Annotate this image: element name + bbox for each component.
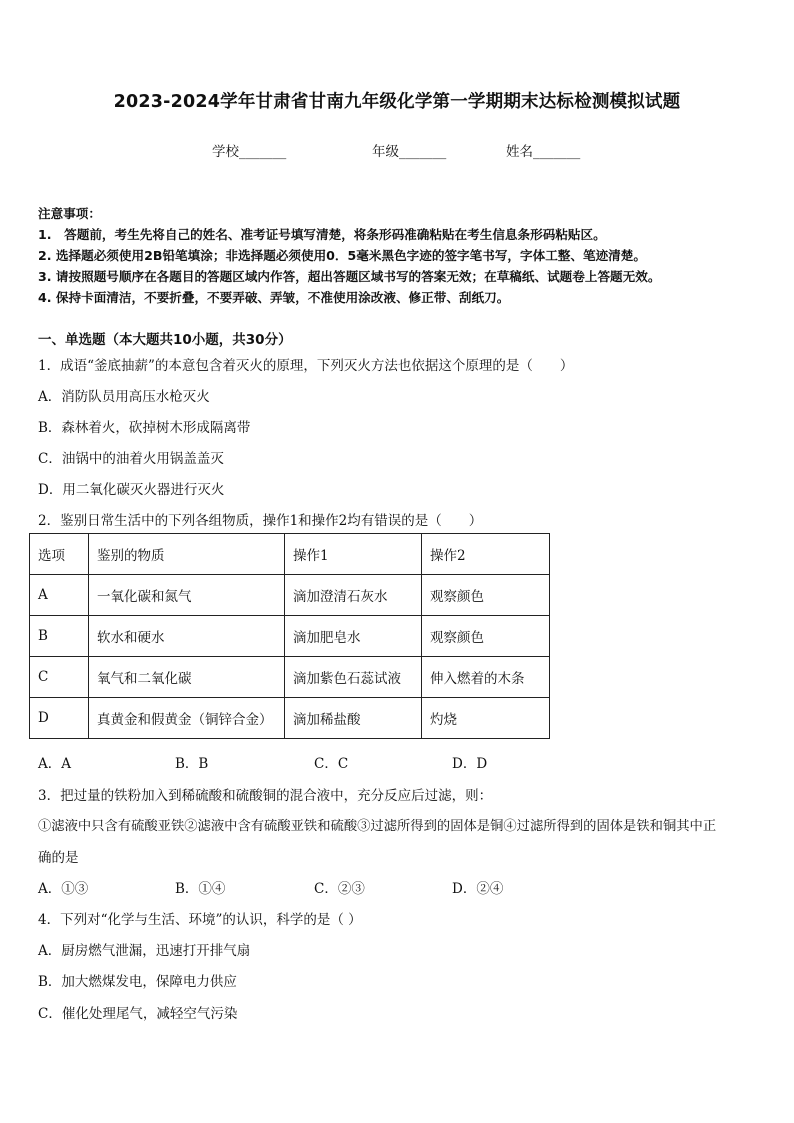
table-cell: 观察颜色 — [422, 616, 550, 657]
q2-option-a: A．A — [38, 756, 71, 772]
table-cell: 滴加澄清石灰水 — [285, 575, 422, 616]
q2-stem: 2．鉴别日常生活中的下列各组物质，操作1和操作2均有错误的是（ ） — [38, 513, 483, 529]
notice-item-2: 2. 选择题必须使用2B铅笔填涂；非选择题必须使用0．5毫米黑色字迹的签字笔书写，字体工整、笔迹清楚。 — [38, 248, 646, 263]
q2-option-b: B．B — [175, 756, 209, 772]
table-row — [30, 657, 550, 698]
q4-stem: 4．下列对“化学与生活、环境”的认识，科学的是（ ） — [38, 912, 362, 928]
school-field: 学校_______ — [212, 144, 287, 160]
table-header-cell: 选项 — [30, 534, 89, 575]
notice-item-1: 1. 答题前，考生先将自己的姓名、准考证号填写清楚，将条形码准确粘贴在考生信息条形码粘贴区。 — [38, 227, 606, 242]
q3-option-b: B．①④ — [175, 881, 226, 897]
table-cell: 伸入燃着的木条 — [422, 657, 550, 698]
q2-option-c: C．C — [314, 756, 349, 772]
q1-option-a: A．消防队员用高压水枪灭火 — [38, 389, 210, 405]
table-cell: A — [30, 575, 89, 616]
q3-option-a: A．①③ — [38, 881, 89, 897]
table-cell: 滴加紫色石蕊试液 — [285, 657, 422, 698]
q1-option-d: D．用二氧化碳灭火器进行灭火 — [38, 482, 225, 498]
table-row — [30, 575, 550, 616]
grade-field: 年级_______ — [372, 144, 447, 160]
table-header-cell: 操作1 — [285, 534, 422, 575]
q3-option-d: D．②④ — [452, 881, 504, 897]
notice-item-3: 3. 请按照题号顺序在各题目的答题区域内作答，超出答题区域书写的答案无效；在草稿纸、试题卷上答题无效。 — [38, 269, 661, 284]
q1-stem: 1．成语“釜底抽薪”的本意包含着灭火的原理，下列灭火方法也依据这个原理的是（ ） — [38, 358, 574, 374]
table-cell: B — [30, 616, 89, 657]
table-cell: 滴加肥皂水 — [285, 616, 422, 657]
section-heading: 一、单选题（本大题共10小题，共30分） — [38, 332, 292, 348]
q1-option-c: C．油锅中的油着火用锅盖盖灭 — [38, 451, 224, 467]
q4-option-c: C．催化处理尾气，减轻空气污染 — [38, 1006, 238, 1022]
table-header-cell: 操作2 — [422, 534, 550, 575]
table-cell: 灼烧 — [422, 698, 550, 739]
table-row — [30, 698, 550, 739]
table-header-row — [30, 534, 550, 575]
notice-item-4: 4. 保持卡面清洁，不要折叠，不要弄破、弄皱，不准使用涂改液、修正带、刮纸刀。 — [38, 290, 510, 305]
table-row — [30, 616, 550, 657]
table-header-cell: 鉴别的物质 — [89, 534, 285, 575]
table-cell: 观察颜色 — [422, 575, 550, 616]
q4-option-a: A．厨房燃气泄漏，迅速打开排气扇 — [38, 943, 251, 959]
notice-heading: 注意事项： — [38, 206, 101, 221]
table-cell: 真黄金和假黄金（铜锌合金） — [89, 698, 285, 739]
table-cell: 一氧化碳和氮气 — [89, 575, 285, 616]
name-field: 姓名_______ — [506, 144, 581, 160]
page-title: 2023-2024学年甘肃省甘南九年级化学第一学期期末达标检测模拟试题 — [113, 92, 681, 112]
table-cell: D — [30, 698, 89, 739]
table-cell: 氧气和二氧化碳 — [89, 657, 285, 698]
q3-statements: ①滤液中只含有硫酸亚铁②滤液中含有硫酸亚铁和硫酸③过滤所得到的固体是铜④过滤所得到的固体是铁和铜其中正 — [38, 819, 717, 834]
q3-statements-cont: 确的是 — [38, 850, 79, 866]
q2-option-d: D．D — [452, 756, 488, 772]
q1-option-b: B．森林着火，砍掉树木形成隔离带 — [38, 420, 251, 436]
q3-stem: 3．把过量的铁粉加入到稀硫酸和硫酸铜的混合液中，充分反应后过滤，则： — [38, 788, 493, 804]
q4-option-b: B．加大燃煤发电，保障电力供应 — [38, 974, 237, 990]
table-cell: 滴加稀盐酸 — [285, 698, 422, 739]
q3-option-c: C．②③ — [314, 881, 365, 897]
table-cell: C — [30, 657, 89, 698]
q2-table — [29, 533, 550, 739]
table-cell: 软水和硬水 — [89, 616, 285, 657]
